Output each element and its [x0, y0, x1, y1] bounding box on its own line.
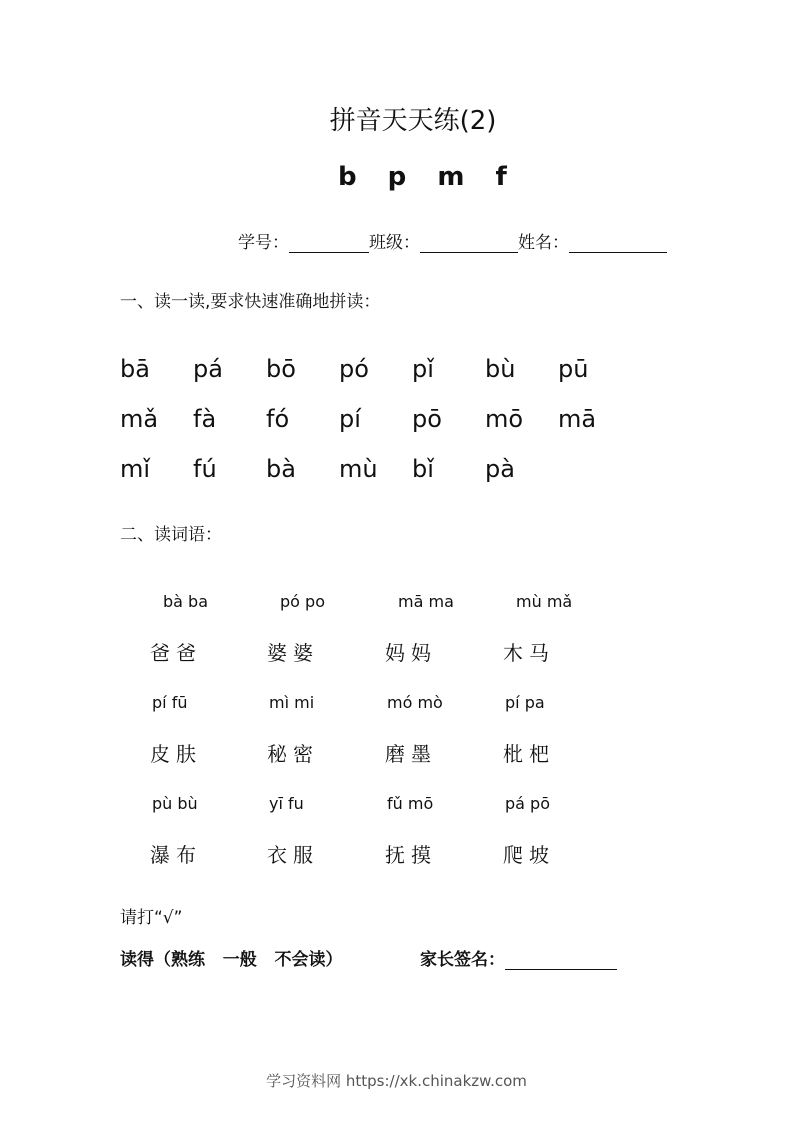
vocab-pinyin: pù bù — [152, 793, 198, 813]
pinyin-syllable: mā — [558, 405, 597, 433]
vocab-pinyin: pá pō — [505, 793, 550, 813]
vocab-pinyin: mó mò — [387, 692, 443, 712]
pinyin-syllable: pǐ — [412, 355, 434, 383]
section1-heading: 一、读一读,要求快速准确地拼读： — [120, 292, 381, 312]
vocab-pinyin-row — [150, 576, 634, 627]
vocab-hanzi-row — [150, 829, 634, 880]
vocab-pinyin-row — [150, 778, 634, 829]
student-info-row — [238, 228, 667, 253]
footer-source: 学习资料网 https://xk.chinakzw.com — [266, 1072, 527, 1090]
vocab-word: 抚摸 — [385, 843, 437, 868]
pinyin-row — [120, 344, 631, 394]
page-subtitle: b p m f — [338, 162, 507, 192]
pinyin-grid — [120, 344, 631, 494]
vocab-pinyin: pí fū — [152, 692, 188, 712]
reading-level: 读得（熟练 一般 不会读） — [120, 950, 343, 970]
class-blank[interactable] — [420, 234, 518, 253]
vocab-pinyin: mù mǎ — [516, 591, 573, 611]
pinyin-syllable: pó — [339, 355, 369, 383]
section2-heading: 二、读词语： — [120, 525, 222, 545]
name-label: 姓名： — [518, 233, 569, 253]
vocab-word: 爸爸 — [150, 641, 202, 666]
vocab-pinyin: pó po — [280, 591, 325, 611]
pinyin-row — [120, 394, 631, 444]
vocab-word: 爬坡 — [503, 843, 555, 868]
vocab-word: 秘密 — [267, 742, 319, 767]
vocab-grid — [150, 576, 634, 879]
pinyin-syllable: pá — [193, 355, 223, 383]
vocab-hanzi-row — [150, 728, 634, 779]
name-blank[interactable] — [569, 234, 667, 253]
vocab-pinyin: mā ma — [398, 591, 454, 611]
pinyin-syllable: pū — [558, 355, 589, 383]
vocab-pinyin: pí pa — [505, 692, 545, 712]
pinyin-syllable: fú — [193, 455, 217, 483]
vocab-word: 瀑布 — [150, 843, 202, 868]
student-id-label: 学号： — [238, 233, 289, 253]
pinyin-syllable: mō — [485, 405, 524, 433]
vocab-pinyin: fǔ mō — [387, 793, 434, 813]
vocab-pinyin: bà ba — [163, 591, 209, 611]
pinyin-row — [120, 444, 631, 494]
pinyin-syllable: fó — [266, 405, 290, 433]
parent-sign-blank[interactable] — [505, 951, 617, 970]
pinyin-syllable: bā — [120, 355, 150, 383]
vocab-hanzi-row — [150, 627, 634, 678]
vocab-pinyin: mì mi — [269, 692, 315, 712]
class-label: 班级： — [369, 233, 420, 253]
vocab-word: 枇杷 — [503, 742, 555, 767]
vocab-pinyin: yī fu — [269, 793, 304, 813]
vocab-pinyin-row — [150, 677, 634, 728]
pinyin-syllable: mù — [339, 455, 378, 483]
parent-sign-label: 家长签名： — [420, 950, 505, 970]
pinyin-syllable: pō — [412, 405, 442, 433]
vocab-word: 木马 — [503, 641, 555, 666]
pinyin-syllable: mǎ — [120, 405, 159, 433]
vocab-word: 磨墨 — [385, 742, 437, 767]
pinyin-syllable: bǐ — [412, 455, 434, 483]
check-prompt: 请打“√” — [120, 908, 183, 928]
vocab-word: 妈妈 — [385, 641, 437, 666]
pinyin-syllable: fà — [193, 405, 217, 433]
vocab-word: 婆婆 — [267, 641, 319, 666]
student-id-blank[interactable] — [289, 234, 369, 253]
pinyin-syllable: bà — [266, 455, 296, 483]
pinyin-syllable: pí — [339, 405, 361, 433]
page-title: 拼音天天练(2) — [329, 106, 497, 136]
vocab-word: 衣服 — [267, 843, 319, 868]
pinyin-syllable: mǐ — [120, 455, 151, 483]
parent-sign-row — [420, 945, 617, 970]
pinyin-syllable: bō — [266, 355, 296, 383]
vocab-word: 皮肤 — [150, 742, 202, 767]
pinyin-syllable: pà — [485, 455, 515, 483]
pinyin-syllable: bù — [485, 355, 516, 383]
